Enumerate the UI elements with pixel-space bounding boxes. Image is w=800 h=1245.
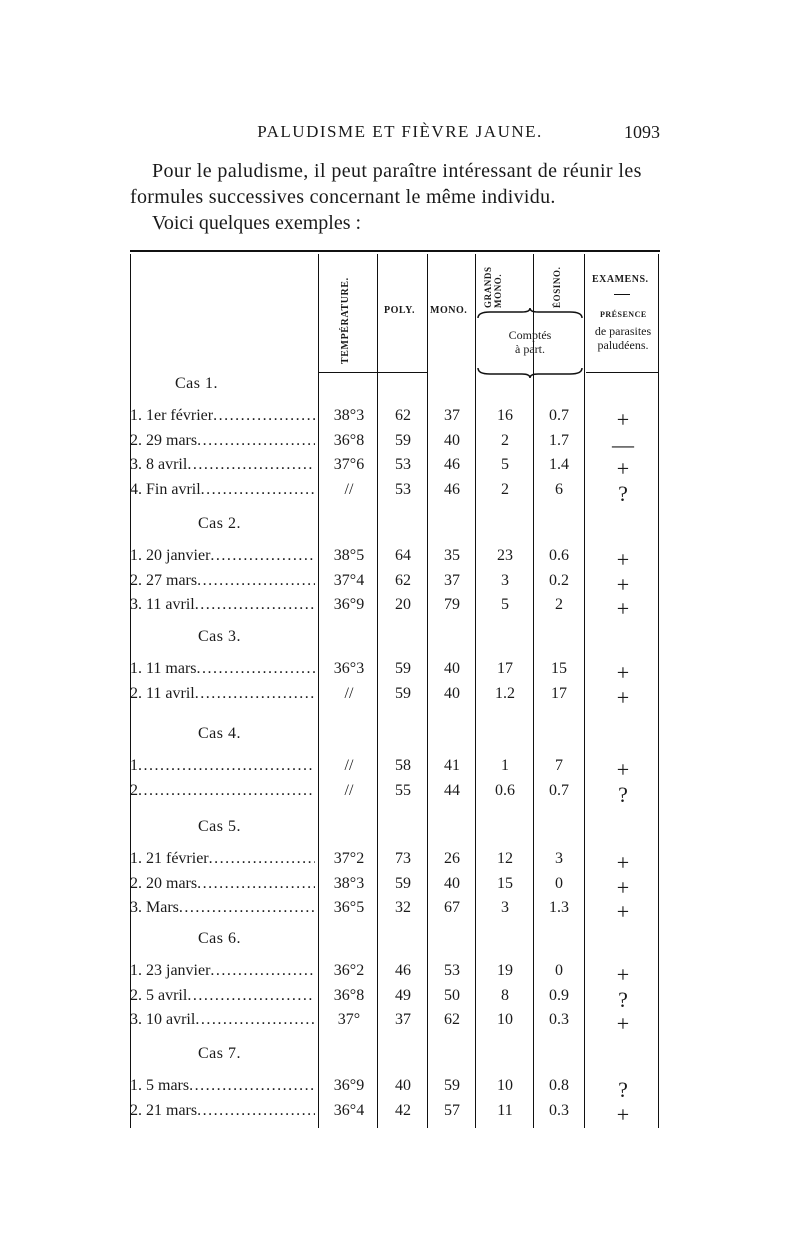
poly-cell: 53 [395, 456, 411, 473]
temperature-cell: 37°4 [333, 571, 365, 589]
header-mono: MONO. [430, 305, 468, 316]
mono-cell: 44 [444, 781, 460, 799]
header-brace-bottom [476, 366, 584, 378]
examen-cell: + [616, 899, 630, 924]
header-parasites: de parasites [594, 324, 652, 338]
examen-cell: — [612, 431, 634, 457]
examen-cell: ? [618, 781, 628, 807]
eosino-cell: 1.3 [549, 899, 569, 916]
grands-mono-cell: 10 [497, 1011, 513, 1028]
eosino-cell: 6 [555, 480, 563, 498]
examen-cell: + [616, 596, 630, 621]
mono-cell: 40 [444, 874, 460, 892]
eosino-cell: 3 [555, 850, 563, 867]
grands-mono-cell: 3 [501, 899, 509, 916]
eosino-cell: 1.7 [549, 431, 569, 449]
temperature-cell: // [344, 757, 354, 774]
grands-mono-cell: 10 [497, 1077, 513, 1094]
row-label: 2. 5 avril ..... [130, 987, 315, 1005]
temperature-cell: 38°3 [333, 874, 365, 892]
grands-mono-cell: 3 [501, 571, 509, 589]
mono-cell: 50 [444, 986, 460, 1004]
examen-cell: + [616, 757, 630, 782]
temperature-cell: 38°3 [333, 407, 365, 424]
examen-cell: ? [618, 1077, 628, 1102]
case-label: Cas 3. [198, 628, 241, 645]
mono-cell: 26 [444, 850, 460, 867]
table-row [130, 547, 660, 572]
row-label: 3. 10 avril ..... [130, 1011, 315, 1029]
temperature-cell: // [344, 684, 354, 702]
temperature-cell: 36°2 [333, 962, 365, 979]
poly-cell: 64 [395, 547, 411, 564]
table-row [130, 1101, 660, 1127]
examen-cell: + [616, 1101, 630, 1127]
examen-cell: + [616, 456, 630, 481]
mono-cell: 37 [444, 571, 460, 589]
row-label: 1 ..... [130, 757, 315, 775]
poly-cell: 59 [395, 684, 411, 702]
mono-cell: 46 [444, 456, 460, 473]
temperature-cell: // [344, 480, 354, 498]
mono-cell: 46 [444, 480, 460, 498]
case-label: Cas 7. [198, 1045, 241, 1062]
table-row [130, 456, 660, 481]
poly-cell: 37 [395, 1011, 411, 1028]
header-grands-mono: GRANDS MONO. [483, 266, 503, 308]
mono-cell: 79 [444, 596, 460, 613]
header-poly: POLY. [384, 305, 415, 316]
mono-cell: 57 [444, 1101, 460, 1119]
poly-cell: 59 [395, 660, 411, 677]
mono-cell: 40 [444, 431, 460, 449]
eosino-cell: 0.2 [549, 571, 569, 589]
header-brace-top [476, 308, 584, 320]
eosino-cell: 0 [555, 874, 563, 892]
table-row [130, 1077, 660, 1102]
temperature-cell: // [344, 781, 354, 799]
mono-cell: 62 [444, 1011, 460, 1028]
grands-mono-cell: 11 [497, 1101, 513, 1119]
running-title: PALUDISME ET FIÈVRE JAUNE. [257, 122, 543, 141]
table-row [130, 850, 660, 875]
case-label: Cas 5. [198, 818, 241, 835]
intro-line-2: formules successives concernant le même individu. [130, 186, 556, 208]
poly-cell: 62 [395, 407, 411, 424]
table-row [130, 596, 660, 621]
eosino-cell: 0.6 [549, 547, 569, 564]
examen-cell: + [616, 547, 630, 572]
examen-cell: + [616, 660, 630, 685]
header-a-part: à part. [515, 342, 545, 356]
row-label: 2 ..... [130, 782, 315, 800]
case-label: Cas 1. [175, 375, 218, 392]
eosino-cell: 0.3 [549, 1011, 569, 1028]
row-label: 3. 8 avril ..... [130, 456, 315, 474]
eosino-cell: 1.4 [549, 456, 569, 473]
poly-cell: 32 [395, 899, 411, 916]
table-row [130, 431, 660, 457]
header-temperature: TEMPÉRATURE. [340, 277, 351, 364]
grands-mono-cell: 5 [501, 456, 509, 473]
table-row [130, 480, 660, 506]
table-row [130, 1011, 660, 1036]
row-label: 2. 11 avril ..... [130, 685, 315, 703]
temperature-cell: 37°2 [333, 850, 365, 867]
intro-line-1: Pour le paludisme, il peut paraître intéressant de réunir les [152, 160, 642, 182]
eosino-cell: 0.7 [549, 781, 569, 799]
grands-mono-cell: 8 [501, 986, 509, 1004]
eosino-cell: 0.3 [549, 1101, 569, 1119]
row-label: 1. 1er février ..... [130, 407, 315, 425]
temperature-cell: 36°5 [333, 899, 365, 916]
temperature-cell: 38°5 [333, 547, 365, 564]
poly-cell: 73 [395, 850, 411, 867]
blood-formula-table [130, 250, 660, 1130]
examen-cell: + [616, 850, 630, 875]
mono-cell: 35 [444, 547, 460, 564]
poly-cell: 62 [395, 571, 411, 589]
grands-mono-cell: 1.2 [495, 684, 515, 702]
grands-mono-cell: 15 [497, 874, 513, 892]
grands-mono-cell: 5 [501, 596, 509, 613]
temperature-cell: 36°4 [333, 1101, 365, 1119]
row-label: 1. 11 mars ..... [130, 660, 315, 678]
examen-cell: + [616, 571, 630, 597]
temperature-cell: 36°9 [333, 596, 365, 613]
row-label: 1. 21 février ..... [130, 850, 315, 868]
table-top-rule [130, 250, 660, 252]
row-label: 1. 23 janvier ..... [130, 962, 315, 980]
eosino-cell: 15 [551, 660, 567, 677]
examen-cell: + [616, 407, 630, 432]
table-row [130, 407, 660, 432]
table-row [130, 874, 660, 900]
eosino-cell: 0.7 [549, 407, 569, 424]
eosino-cell: 0 [555, 962, 563, 979]
table-row [130, 684, 660, 710]
eosino-cell: 0.8 [549, 1077, 569, 1094]
poly-cell: 20 [395, 596, 411, 613]
header-eosino: ÉOSINO. [552, 266, 562, 308]
mono-cell: 41 [444, 757, 460, 774]
temperature-cell: 36°9 [333, 1077, 365, 1094]
grands-mono-cell: 1 [501, 757, 509, 774]
temperature-cell: 37° [337, 1011, 361, 1028]
eosino-cell: 7 [555, 757, 563, 774]
poly-cell: 59 [395, 431, 411, 449]
row-label: 3. Mars ..... [130, 899, 315, 917]
header-rule-ex [586, 372, 658, 373]
table-row [130, 962, 660, 987]
grands-mono-cell: 12 [497, 850, 513, 867]
poly-cell: 42 [395, 1101, 411, 1119]
row-label: 3. 11 avril ..... [130, 596, 315, 614]
row-label: 2. 21 mars ..... [130, 1102, 315, 1120]
header-paludeens: paludéens. [597, 338, 649, 352]
row-label: 2. 20 mars ..... [130, 875, 315, 893]
table-row [130, 781, 660, 807]
grands-mono-cell: 16 [497, 407, 513, 424]
poly-cell: 59 [395, 874, 411, 892]
case-label: Cas 2. [198, 515, 241, 532]
examen-cell: + [616, 962, 630, 987]
examen-cell: ? [618, 480, 628, 506]
grands-mono-cell: 23 [497, 547, 513, 564]
row-label: 1. 20 janvier ..... [130, 547, 315, 565]
mono-cell: 59 [444, 1077, 460, 1094]
grands-mono-cell: 2 [501, 431, 509, 449]
header-comptes: Comptés [508, 328, 552, 342]
grands-mono-cell: 2 [501, 480, 509, 498]
examen-cell: + [616, 684, 630, 710]
table-row [130, 757, 660, 782]
row-label: 2. 29 mars ..... [130, 432, 315, 450]
mono-cell: 37 [444, 407, 460, 424]
table-row [130, 986, 660, 1012]
mono-cell: 40 [444, 684, 460, 702]
row-label: 2. 27 mars ..... [130, 572, 315, 590]
grands-mono-cell: 19 [497, 962, 513, 979]
mono-cell: 40 [444, 660, 460, 677]
intro-line-3: Voici quelques exemples : [152, 212, 362, 234]
examen-cell: + [616, 874, 630, 900]
case-label: Cas 4. [198, 725, 241, 742]
poly-cell: 58 [395, 757, 411, 774]
temperature-cell: 36°8 [333, 431, 365, 449]
grands-mono-cell: 17 [497, 660, 513, 677]
temperature-cell: 36°8 [333, 986, 365, 1004]
poly-cell: 53 [395, 480, 411, 498]
poly-cell: 55 [395, 781, 411, 799]
mono-cell: 67 [444, 899, 460, 916]
case-label: Cas 6. [198, 930, 241, 947]
page-number: 1093 [624, 122, 660, 142]
poly-cell: 49 [395, 986, 411, 1004]
header-rule [318, 372, 428, 373]
examen-cell: + [616, 1011, 630, 1036]
mono-cell: 53 [444, 962, 460, 979]
table-row [130, 899, 660, 924]
temperature-cell: 36°3 [333, 660, 365, 677]
table-row [130, 571, 660, 597]
table-row [130, 660, 660, 685]
temperature-cell: 37°6 [333, 456, 365, 473]
grands-mono-cell: 0.6 [495, 781, 515, 799]
row-label: 4. Fin avril ..... [130, 481, 315, 499]
eosino-cell: 0.9 [549, 986, 569, 1004]
header-examens-dash [614, 294, 630, 295]
eosino-cell: 17 [551, 684, 567, 702]
poly-cell: 46 [395, 962, 411, 979]
header-presence: PRÉSENCE [600, 310, 647, 319]
examen-cell: ? [618, 986, 628, 1012]
poly-cell: 40 [395, 1077, 411, 1094]
eosino-cell: 2 [555, 596, 563, 613]
row-label: 1. 5 mars ..... [130, 1077, 315, 1095]
header-examens: EXAMENS. [592, 274, 649, 285]
